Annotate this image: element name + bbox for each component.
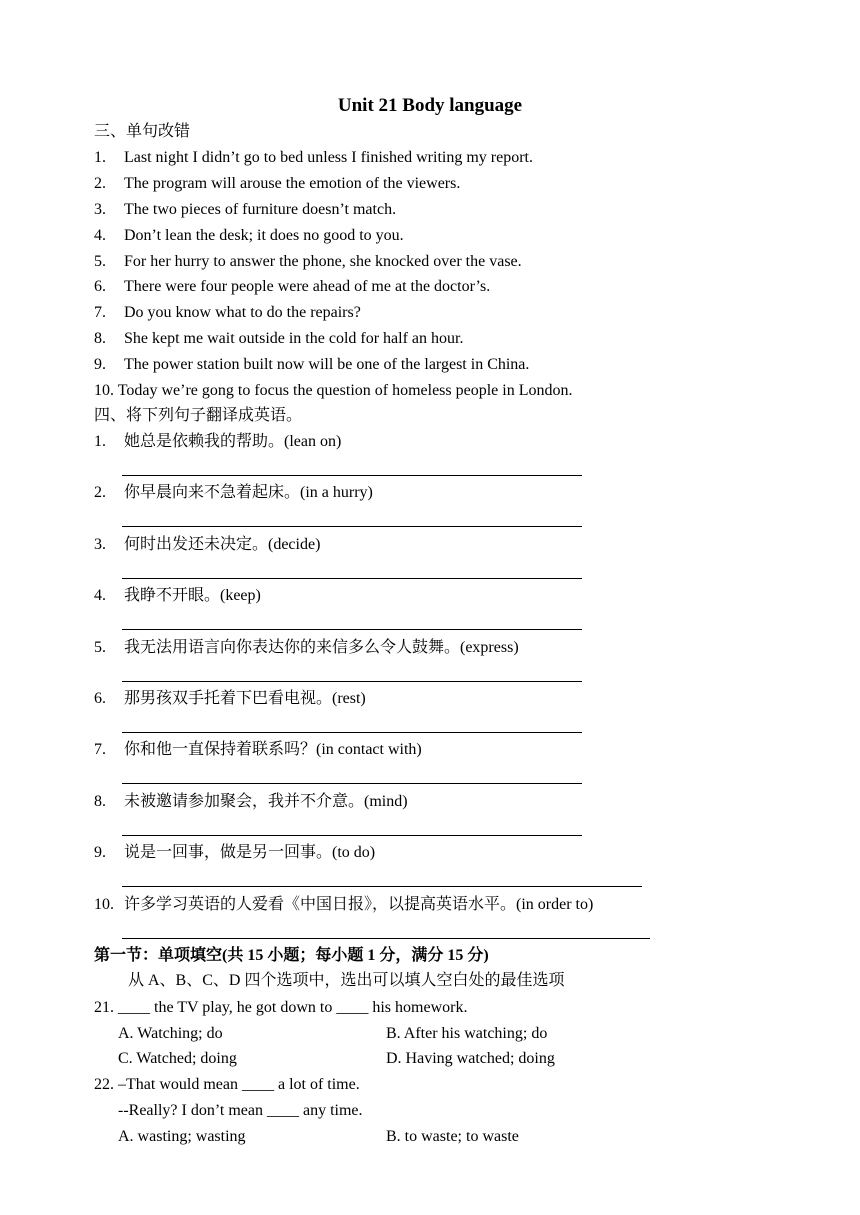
error-item-3 — [94, 200, 396, 220]
item-number: 1. — [94, 149, 106, 166]
translate-item-4 — [94, 586, 261, 606]
item-number: 2. — [94, 175, 106, 192]
q21-option-c[interactable]: C. Watched; doing — [118, 1050, 237, 1067]
translate-item-10 — [94, 895, 593, 915]
section3-heading: 三、单句改错 — [94, 123, 191, 140]
item-text: For her hurry to answer the phone, she knocked over the vase. — [124, 253, 522, 270]
question-21-stem: 21. ____ the TV play, he got down to ____ his homework. — [94, 999, 468, 1016]
error-item-5 — [94, 252, 522, 272]
error-item-7 — [94, 303, 361, 323]
item-text: Don’t lean the desk; it does no good to you. — [124, 227, 404, 244]
item-text: Today we’re gong to focus the question of homeless people in London. — [117, 382, 573, 399]
item-text: 何时出发还未决定。(decide) — [124, 536, 321, 553]
item-text: The program will arouse the emotion of the viewers. — [124, 175, 461, 192]
item-text: 我睁不开眼。(keep) — [124, 587, 261, 604]
page-title: Unit 21 Body language — [337, 95, 523, 116]
answer-line-4[interactable] — [122, 629, 582, 630]
item-number: 5. — [94, 253, 106, 270]
item-number: 8. — [94, 330, 106, 347]
q22-option-a[interactable]: A. wasting; wasting — [118, 1128, 246, 1145]
item-text: Last night I didn’t go to bed unless I finished writing my report. — [124, 149, 533, 166]
item-number: 3. — [94, 536, 106, 553]
item-text: The power station built now will be one of the largest in China. — [124, 356, 530, 373]
item-text: She kept me wait outside in the cold for half an hour. — [124, 330, 464, 347]
item-number: 6. — [94, 690, 106, 707]
part1-heading: 第一节：单项填空(共 15 小题；每小题 1 分，满分 15 分) — [94, 947, 489, 964]
q21-option-b[interactable]: B. After his watching; do — [386, 1025, 548, 1042]
answer-line-10[interactable] — [122, 938, 650, 939]
question-22-stem: 22. –That would mean ____ a lot of time. — [94, 1076, 360, 1093]
error-item-10 — [94, 381, 573, 401]
item-text: 未被邀请参加聚会，我并不介意。(mind) — [124, 793, 408, 810]
item-text: 你和他一直保持着联系吗？(in contact with) — [124, 741, 422, 758]
translate-item-3 — [94, 535, 320, 555]
translate-item-6 — [94, 689, 366, 709]
item-text: 我无法用语言向你表达你的来信多么令人鼓舞。(express) — [124, 639, 519, 656]
item-number: 10. — [94, 382, 114, 399]
translate-item-2 — [94, 483, 373, 503]
error-item-9 — [94, 355, 529, 375]
item-number: 6. — [94, 278, 106, 295]
translate-item-7 — [94, 740, 422, 760]
translate-item-9 — [94, 843, 375, 863]
item-number: 1. — [94, 433, 106, 450]
q22-option-b[interactable]: B. to waste; to waste — [386, 1128, 519, 1145]
translate-item-5 — [94, 638, 519, 658]
item-number: 5. — [94, 639, 106, 656]
answer-line-6[interactable] — [122, 732, 582, 733]
item-text: 许多学习英语的人爱看《中国日报》，以提高英语水平。(in order to) — [124, 896, 594, 913]
answer-line-1[interactable] — [122, 475, 582, 476]
answer-line-3[interactable] — [122, 578, 582, 579]
item-number: 3. — [94, 201, 106, 218]
error-item-8 — [94, 329, 463, 349]
item-number: 7. — [94, 304, 106, 321]
error-item-6 — [94, 277, 490, 297]
translate-item-1 — [94, 432, 341, 452]
item-number: 4. — [94, 227, 106, 244]
answer-line-8[interactable] — [122, 835, 582, 836]
item-number: 9. — [94, 356, 106, 373]
part1-instruction: 从 A、B、C、D 四个选项中，选出可以填人空白处的最佳选项 — [128, 972, 565, 989]
answer-line-5[interactable] — [122, 681, 582, 682]
error-item-1 — [94, 148, 533, 168]
item-number: 7. — [94, 741, 106, 758]
item-text: Do you know what to do the repairs? — [124, 304, 361, 321]
item-number: 2. — [94, 484, 106, 501]
item-text: 她总是依赖我的帮助。(lean on) — [124, 433, 342, 450]
item-text: 说是一回事，做是另一回事。(to do) — [124, 844, 376, 861]
q21-option-d[interactable]: D. Having watched; doing — [386, 1050, 555, 1067]
error-item-4 — [94, 226, 404, 246]
q21-option-a[interactable]: A. Watching; do — [118, 1025, 223, 1042]
section4-heading: 四、将下列句子翻译成英语。 — [94, 407, 303, 424]
item-number: 10. — [94, 896, 114, 913]
answer-line-2[interactable] — [122, 526, 582, 527]
item-text: 那男孩双手托着下巴看电视。(rest) — [124, 690, 366, 707]
question-22-reply: --Really? I don’t mean ____ any time. — [118, 1102, 363, 1119]
item-number: 9. — [94, 844, 106, 861]
item-number: 8. — [94, 793, 106, 810]
item-text: 你早晨向来不急着起床。(in a hurry) — [124, 484, 373, 501]
answer-line-7[interactable] — [122, 783, 582, 784]
answer-line-9[interactable] — [122, 886, 642, 887]
translate-item-8 — [94, 792, 408, 812]
item-text: The two pieces of furniture doesn’t match. — [124, 201, 397, 218]
item-text: There were four people were ahead of me at the doctor’s. — [124, 278, 491, 295]
item-number: 4. — [94, 587, 106, 604]
error-item-2 — [94, 174, 460, 194]
